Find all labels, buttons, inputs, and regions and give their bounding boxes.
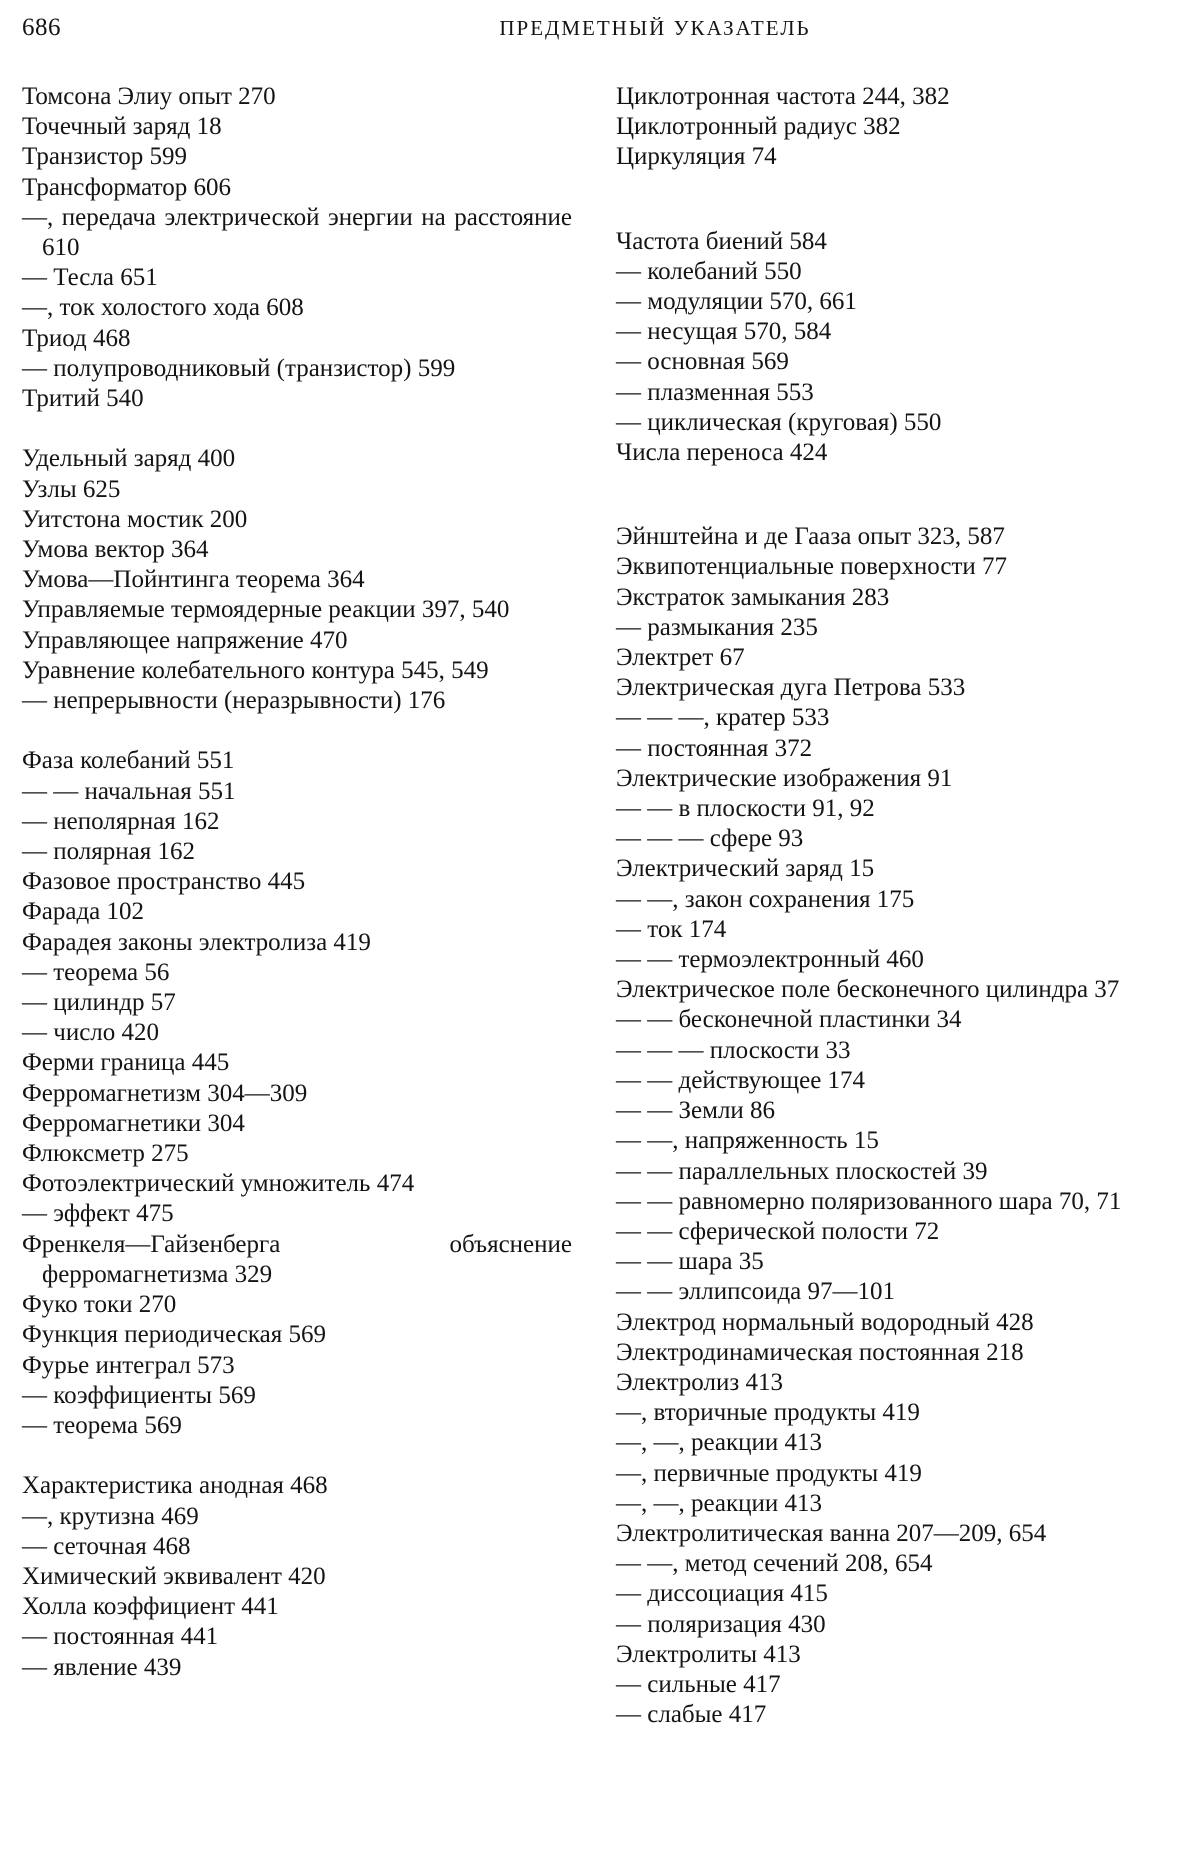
- index-entry: —, вторичные продукты 419: [616, 1399, 920, 1427]
- index-entry: Электрод нормальный водородный 428: [616, 1308, 1034, 1336]
- index-entry: Циклотронная частота 244, 382: [616, 83, 950, 110]
- index-entry: Эквипотенциальные поверхности 77: [616, 553, 1008, 581]
- section-gap: [22, 414, 572, 444]
- index-entry: Управляемые термоядерные реакции 397, 540: [22, 596, 510, 624]
- index-entry: — — действующее 174: [616, 1066, 866, 1094]
- index-entry: — неполярная 162: [22, 807, 220, 835]
- index-entry: Электрический заряд 15: [616, 855, 875, 883]
- index-entry: — модуляции 570, 661: [616, 288, 857, 316]
- index-entry: — — — плоскости 33: [616, 1036, 851, 1064]
- index-entry: — полупроводниковый (транзистор) 599: [22, 354, 456, 382]
- index-entry: — основная 569: [616, 348, 789, 376]
- index-entry: — постоянная 441: [22, 1623, 219, 1651]
- running-title: ПРЕДМЕТНЫЙ УКАЗАТЕЛЬ: [499, 16, 811, 40]
- index-entry: —, ток холостого хода 608: [22, 294, 304, 322]
- index-entry: — — бесконечной пластинки 34: [616, 1006, 962, 1034]
- index-entry: — — шара 35: [616, 1248, 764, 1276]
- index-entry: Электролиз 413: [616, 1368, 783, 1396]
- index-entry: Фаза колебаний 551: [22, 747, 235, 775]
- index-entry: Фуко токи 270: [22, 1291, 177, 1319]
- index-entry: Химический эквивалент 420: [22, 1562, 326, 1590]
- index-entry: Ферромагнетики 304: [22, 1109, 245, 1137]
- index-column-left: [22, 82, 579, 1683]
- index-entry: Частота биений 584: [616, 227, 827, 255]
- index-entry: —, —, реакции 413: [616, 1489, 823, 1517]
- index-entry: Числа переноса 424: [616, 439, 828, 467]
- index-entry: —, крутизна 469: [22, 1502, 199, 1530]
- index-entry: Электрет 67: [616, 644, 745, 672]
- index-entry: — — термоэлектронный 460: [616, 946, 924, 974]
- index-entry: — колебаний 550: [616, 257, 802, 285]
- index-entry: Управляющее напряжение 470: [22, 626, 348, 654]
- index-entry: Уитстона мостик 200: [22, 505, 248, 533]
- section-gap: [22, 716, 572, 746]
- index-entry: Ферми граница 445: [22, 1049, 230, 1077]
- index-entry: Умова вектор 364: [22, 536, 209, 564]
- index-entry: Электролитическая ванна 207—209, 654: [616, 1519, 1047, 1547]
- index-entry: — Тесла 651: [22, 264, 158, 292]
- index-entry: Тритий 540: [22, 385, 144, 413]
- index-entry: Узлы 625: [22, 475, 121, 503]
- index-entry: — — сферической полости 72: [616, 1217, 940, 1245]
- index-entry: Циркуляция 74: [616, 143, 777, 171]
- index-entry: — —, закон сохранения 175: [616, 885, 915, 913]
- index-entry: — сильные 417: [616, 1670, 781, 1698]
- index-entry: — непрерывности (неразрывности) 176: [22, 687, 446, 715]
- page-header: [20, 14, 1180, 54]
- index-entry: — — — сфере 93: [616, 825, 804, 853]
- index-entry: —, передача электрической энергии на расстояние 610: [22, 203, 579, 262]
- page-number: 686: [22, 14, 61, 41]
- index-entry: — — в плоскости 91, 92: [616, 795, 875, 823]
- index-entry: Триод 468: [22, 324, 131, 352]
- section-gap: [616, 173, 1176, 227]
- index-entry: Электрическое поле бесконечного цилиндра 37: [616, 976, 1120, 1004]
- index-entry: Трансформатор 606: [22, 173, 231, 201]
- index-entry: — размыкания 235: [616, 613, 818, 641]
- index-entry: — теорема 569: [22, 1411, 182, 1439]
- index-entry: Эйнштейна и де Гааза опыт 323, 587: [616, 523, 1005, 551]
- index-entry: Фазовое пространство 445: [22, 868, 306, 896]
- index-entry: Томсона Элиу опыт 270: [22, 83, 276, 110]
- index-entry: — — параллельных плоскостей 39: [616, 1157, 988, 1185]
- index-entry: — цилиндр 57: [22, 989, 176, 1017]
- index-entry: Электролиты 413: [616, 1640, 801, 1668]
- index-entry: Точечный заряд 18: [22, 113, 222, 141]
- index-entry: — эффект 475: [22, 1200, 174, 1228]
- index-entry: Характеристика анодная 468: [22, 1472, 328, 1500]
- index-entry: Удельный заряд 400: [22, 445, 236, 473]
- index-entry: Электрические изображения 91: [616, 764, 953, 792]
- index-entry: Умова—Пойнтинга теорема 364: [22, 566, 365, 594]
- index-entry: — постоянная 372: [616, 734, 813, 762]
- index-entry: Транзистор 599: [22, 143, 187, 171]
- index-entry: Фурье интеграл 573: [22, 1351, 235, 1379]
- index-entry: — ток 174: [616, 915, 727, 943]
- index-entry: — — эллипсоида 97—101: [616, 1278, 896, 1306]
- index-entry: — коэффициенты 569: [22, 1381, 256, 1409]
- index-entry: Холла коэффициент 441: [22, 1593, 279, 1621]
- index-entry: — явление 439: [22, 1653, 182, 1681]
- index-entry: — сеточная 468: [22, 1532, 191, 1560]
- index-entry: Фарадея законы электролиза 419: [22, 928, 371, 956]
- index-entry: —, первичные продукты 419: [616, 1459, 922, 1487]
- index-entry: — плазменная 553: [616, 378, 814, 406]
- index-entry: — диссоциация 415: [616, 1580, 828, 1608]
- index-entry: Фарада 102: [22, 898, 145, 926]
- index-entry: — полярная 162: [22, 838, 195, 866]
- index-entry: — — начальная 551: [22, 777, 236, 805]
- index-entry: Фотоэлектрический умножитель 474: [22, 1170, 415, 1198]
- index-entry: — — равномерно поляризованного шара 70, 71: [616, 1187, 1122, 1215]
- index-entry: Циклотронный радиус 382: [616, 113, 901, 141]
- index-entry: Френкеля—Гайзенберга объяснение ферромагнетизма 329: [22, 1230, 579, 1288]
- index-entry: — поляризация 430: [616, 1610, 826, 1638]
- index-entry: Функция периодическая 569: [22, 1321, 327, 1349]
- index-entry: — циклическая (круговая) 550: [616, 408, 942, 436]
- index-entry: — несущая 570, 584: [616, 318, 832, 346]
- index-entry: Экстраток замыкания 283: [616, 583, 890, 611]
- index-entry: — —, метод сечений 208, 654: [616, 1550, 933, 1578]
- section-gap: [22, 1441, 572, 1471]
- index-entry: — слабые 417: [616, 1701, 767, 1729]
- index-entry: Электрическая дуга Петрова 533: [616, 674, 966, 702]
- index-entry: Электродинамическая постоянная 218: [616, 1338, 1024, 1366]
- index-entry: — — Земли 86: [616, 1097, 776, 1125]
- index-column-right: [616, 82, 1176, 1730]
- index-entry: — теорема 56: [22, 958, 170, 986]
- section-gap: [616, 468, 1176, 522]
- index-entry: —, —, реакции 413: [616, 1429, 823, 1457]
- index-entry: — — —, кратер 533: [616, 704, 830, 732]
- index-entry: — —, напряженность 15: [616, 1127, 879, 1155]
- index-entry: Ферромагнетизм 304—309: [22, 1079, 308, 1107]
- index-entry: — число 420: [22, 1019, 160, 1047]
- index-entry: Флюксметр 275: [22, 1140, 189, 1168]
- index-entry: Уравнение колебательного контура 545, 549: [22, 656, 489, 684]
